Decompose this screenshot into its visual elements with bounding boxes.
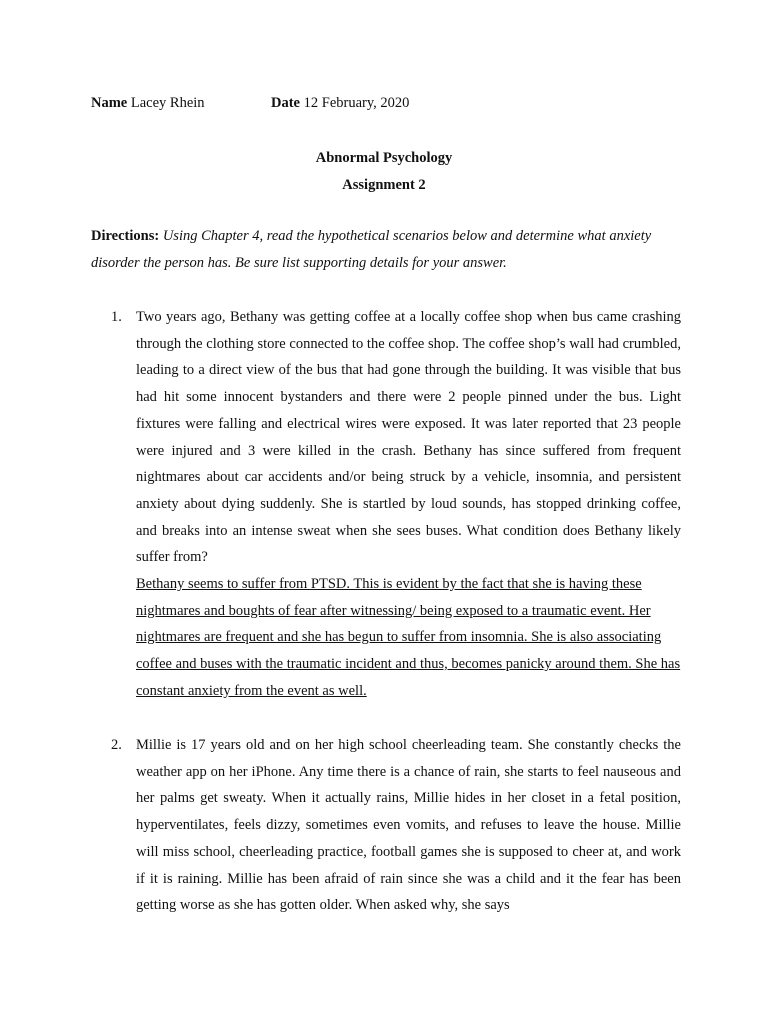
question-number: 2. [111, 737, 122, 753]
name-label: Name [91, 95, 128, 111]
date-label: Date [271, 95, 300, 111]
name-value: Lacey Rhein [130, 95, 205, 111]
question-2 [91, 732, 681, 919]
question-number: 1. [111, 309, 122, 325]
name-field [91, 95, 205, 111]
header-line [91, 93, 410, 113]
question-1 [91, 304, 681, 705]
answer-text: Bethany seems to suffer from PTSD. This is evident by the fact that she is having these nightmares and boughts of fear after witnessing/ being exposed to a traumatic event. Her nightmares are frequent and she has begun to suffer from insomnia. She is also associating coffee and buses with the traumatic incident and thus, becomes panicky around them. She has constant anxiety from the event as well. [136, 576, 681, 699]
question-text: Two years ago, Bethany was getting coffee at a locally coffee shop when bus came crashing through the clothing store connected to the coffee shop. The coffee shop’s wall had crumbled, leading to a direct view of the bus that had gone through the building. It was visible that bus had hit some innocent bystanders and there were 2 people pinned under the bus. Light fixtures were falling and electrical wires were exposed. It was later reported that 23 people were injured and 3 were killed in the crash. Bethany has since suffered from frequent nightmares about car accidents and/or being struck by a vehicle, insomnia, and persistent anxiety about dying suddenly. She is startled by loud sounds, has stopped drinking coffee, and breaks into an intense sweat when she sees buses. What condition does Bethany likely suffer from? [136, 309, 681, 566]
directions-text: Using Chapter 4, read the hypothetical scenarios below and determine what anxiety disorder the person has. Be sure list supporting details for your answer. [91, 228, 652, 271]
directions [91, 223, 681, 277]
course-title: Abnormal Psychology [315, 150, 453, 166]
date-field [271, 93, 409, 113]
question-text: Millie is 17 years old and on her high school cheerleading team. She constantly checks the weather app on her iPhone. Any time there is a chance of rain, she starts to feel nauseous and her palms get sweaty. When it actually rains, Millie hides in her closet in a fetal position, hyperventilates, feels dizzy, sometimes even vomits, and refuses to leave the house. Millie will miss school, cheerleading practice, football games she is supposed to cheer at, and work if it is raining. Millie has been afraid of rain since she was a child and it the fear has been getting worse as she has gotten older. When asked why, she says [136, 737, 681, 914]
assignment-title: Assignment 2 [342, 177, 426, 193]
date-value: 12 February, 2020 [303, 95, 410, 111]
title-block [0, 145, 768, 199]
directions-label: Directions: [91, 228, 160, 244]
